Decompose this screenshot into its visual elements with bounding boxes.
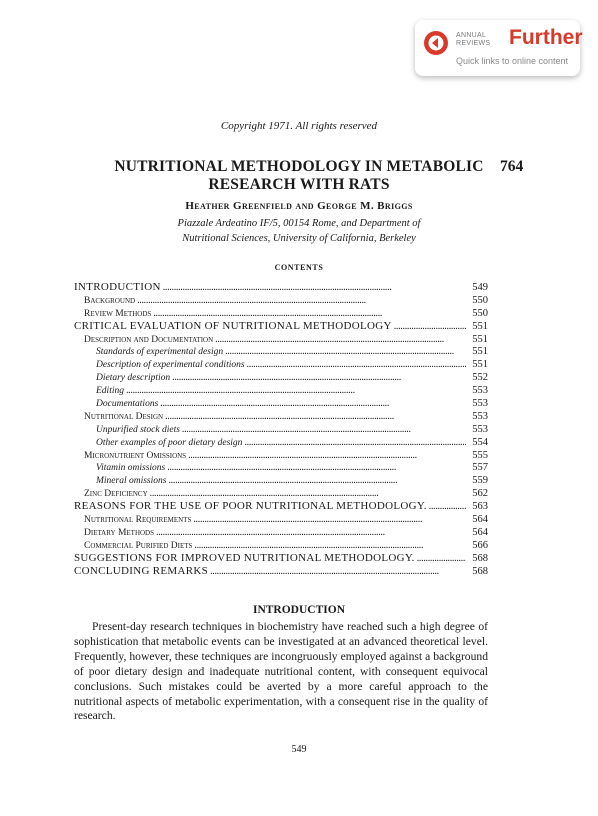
toc-entry-page: 562 <box>472 488 488 500</box>
toc-entry-page: 550 <box>472 294 488 306</box>
toc-entry-label: Background <box>84 295 136 306</box>
toc-dot-leader <box>126 383 466 396</box>
toc-entry <box>74 564 488 577</box>
toc-entry <box>74 448 488 461</box>
toc-entry <box>74 357 488 370</box>
toc-entry-page: 564 <box>472 514 488 525</box>
toc-entry-label: Zinc Deficiency <box>84 489 148 500</box>
toc-dot-leader <box>153 306 466 319</box>
toc-entry <box>74 525 488 538</box>
copyright-line: Copyright 1971. All rights reserved <box>220 120 378 132</box>
toc-entry-label: Commercial Purified Diets <box>84 540 193 551</box>
toc-dot-leader <box>156 525 466 538</box>
toc-dot-leader <box>160 396 466 409</box>
toc-entry-label: Description and Documentation <box>84 334 214 345</box>
toc-entry <box>74 486 488 499</box>
toc-entry-page: 553 <box>472 410 488 422</box>
toc-dot-leader <box>215 332 466 345</box>
page-number: 549 <box>291 744 307 755</box>
toc-entry <box>74 512 488 525</box>
toc-entry-page: 566 <box>472 539 488 551</box>
toc-entry <box>74 460 488 473</box>
badge-subtitle: Quick links to online content <box>456 56 569 66</box>
toc-entry-label: Dietary description <box>96 373 171 384</box>
toc-entry-page: 553 <box>472 423 488 435</box>
toc-entry <box>74 319 488 332</box>
toc-entry <box>74 551 488 564</box>
toc-dot-leader <box>150 486 466 499</box>
authors: Heather Greenfield and George M. Briggs <box>185 200 413 212</box>
toc-entry-label: SUGGESTIONS FOR IMPROVED NUTRITIONAL METHODOLOGY. <box>74 551 415 564</box>
toc-dot-leader <box>429 499 466 512</box>
toc-entry <box>74 383 488 396</box>
toc-entry-label: Mineral omissions <box>96 476 167 487</box>
badge-brand: Further <box>509 26 583 49</box>
section-heading: INTRODUCTION <box>252 604 345 616</box>
toc-entry-page: 551 <box>472 359 488 371</box>
toc-entry <box>74 332 488 345</box>
toc-entry-page: 551 <box>472 333 488 345</box>
toc-dot-leader <box>167 460 466 473</box>
contents-heading: CONTENTS <box>274 263 324 272</box>
article-title: NUTRITIONAL METHODOLOGY IN METABOLIC RESEARCH WITH RATS <box>114 158 484 193</box>
toc-entry-label: Review Methods <box>84 308 152 319</box>
toc-entry-page: 552 <box>472 372 488 384</box>
annual-reviews-further-badge[interactable] <box>415 20 583 76</box>
toc-dot-leader <box>163 280 466 293</box>
toc-dot-leader <box>182 422 466 435</box>
toc-entry-page: 559 <box>472 475 488 487</box>
toc-entry-label: Standards of experimental design <box>96 347 224 358</box>
toc-dot-leader <box>225 344 466 357</box>
badge-kicker: ANNUAL REVIEWS <box>456 32 491 47</box>
toc-dot-leader <box>188 448 466 461</box>
toc-entry <box>74 280 488 293</box>
toc-entry <box>74 344 488 357</box>
toc-entry-label: Unpurified stock diets <box>96 424 180 435</box>
toc-entry-label: INTRODUCTION <box>74 281 161 293</box>
toc-entry-label: Dietary Methods <box>84 527 155 538</box>
toc-entry-page: 553 <box>472 398 488 409</box>
toc-entry-page: 563 <box>472 501 488 513</box>
toc-entry <box>74 396 488 409</box>
toc-entry <box>74 409 488 422</box>
toc-entry-page: 554 <box>472 436 488 448</box>
toc-entry-label: Micronutrient Omissions <box>84 450 187 461</box>
toc-entry-page: 551 <box>472 346 488 358</box>
toc-dot-leader <box>172 370 466 383</box>
table-of-contents <box>74 280 488 576</box>
body-paragraph: Present-day research techniques in biochemistry have reached such a high degree of sophistication that metabolic events can be investigated at an advanced theoretical level. Frequently, however, these techniques are incongruously employed against a background of poor dietary design and inadequate nutritional content, with consequent equivocal conclusions. Such mistakes could be averted by a more careful approach to the nutritional aspects of metabolic experimentation, with a consequent rise in the quality of research. <box>74 620 488 723</box>
toc-entry-label: Other examples of poor dietary design <box>96 437 243 448</box>
toc-dot-leader <box>194 538 466 551</box>
article-page-reference: 764 <box>500 158 524 175</box>
toc-entry-page: 557 <box>472 462 488 474</box>
toc-entry-page: 568 <box>472 552 488 564</box>
toc-entry-label: Editing <box>96 386 124 397</box>
toc-dot-leader <box>244 435 466 448</box>
toc-entry-label: Nutritional Requirements <box>84 515 192 525</box>
toc-entry-page: 549 <box>472 282 488 293</box>
toc-dot-leader <box>137 293 466 306</box>
toc-dot-leader <box>394 319 466 332</box>
toc-entry-label: Description of experimental conditions <box>96 360 245 371</box>
toc-entry-page: 564 <box>472 526 488 538</box>
toc-dot-leader <box>165 409 466 422</box>
toc-entry <box>74 422 488 435</box>
toc-entry <box>74 370 488 383</box>
toc-entry <box>74 435 488 448</box>
toc-entry-page: 555 <box>472 449 488 461</box>
toc-entry-label: CONCLUDING REMARKS <box>74 564 209 577</box>
toc-dot-leader <box>193 512 466 525</box>
toc-dot-leader <box>168 473 466 486</box>
toc-entry <box>74 499 488 512</box>
toc-entry <box>74 293 488 306</box>
toc-entry-label: Nutritional Design <box>84 411 164 422</box>
toc-entry-page: 550 <box>472 307 488 319</box>
toc-dot-leader <box>247 357 466 370</box>
toc-entry-label: Vitamin omissions <box>96 463 166 474</box>
toc-dot-leader <box>210 564 466 577</box>
toc-entry <box>74 306 488 319</box>
affiliation: Piazzale Ardeatino IF/5, 00154 Rome, and Department of Nutritional Sciences, University of California, Berkeley <box>177 218 421 244</box>
toc-entry <box>74 473 488 486</box>
toc-entry-page: 568 <box>472 565 488 577</box>
toc-entry <box>74 538 488 551</box>
toc-entry-page: 551 <box>472 320 488 332</box>
toc-entry-label: Documentations <box>96 399 159 409</box>
toc-entry-label: REASONS FOR THE USE OF POOR NUTRITIONAL METHODOLOGY. <box>74 500 427 513</box>
toc-entry-page: 553 <box>472 385 488 397</box>
annual-reviews-logo-icon <box>423 30 449 56</box>
toc-entry-label: CRITICAL EVALUATION OF NUTRITIONAL METHODOLOGY <box>74 319 392 332</box>
toc-dot-leader <box>417 551 466 564</box>
